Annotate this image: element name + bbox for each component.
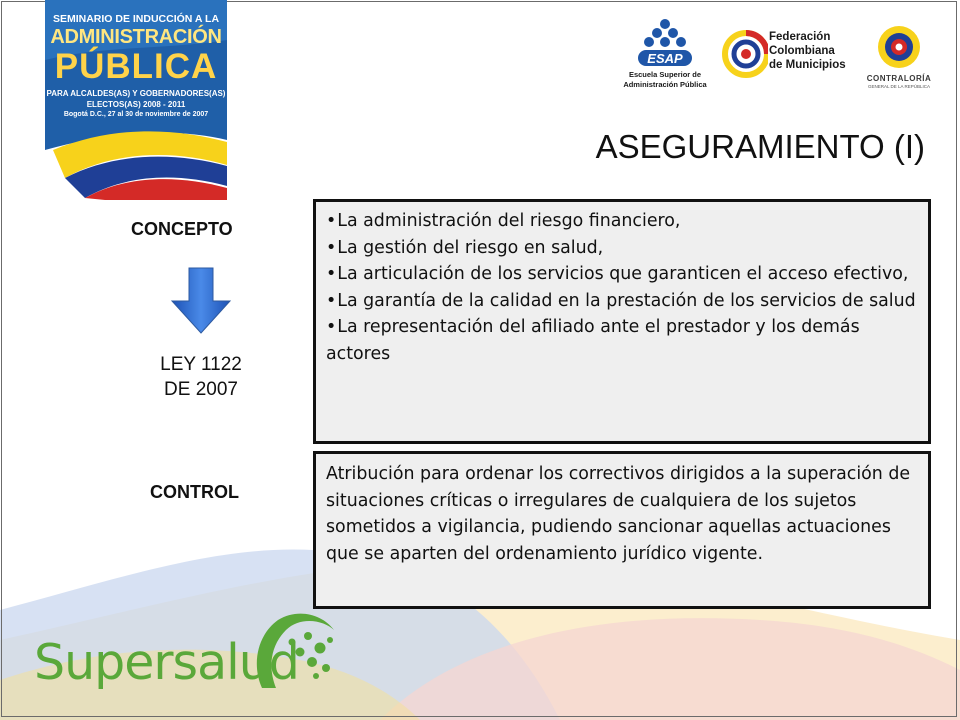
fcm-line-1: Federación	[769, 31, 831, 43]
fcm-line-2: Colombiana	[769, 45, 835, 57]
fcm-line-3: de Municipios	[769, 59, 846, 71]
supersalud-logo	[30, 606, 350, 706]
down-arrow-icon	[170, 267, 232, 335]
concepto-item: • La gestión del riesgo en salud,	[326, 235, 920, 262]
esap-mark: ESAP	[647, 51, 683, 66]
esap-pyramid-icon	[610, 18, 720, 70]
seminar-line-4: PARA ALCALDES(AS) Y GOBERNADORES(AS)	[46, 89, 226, 98]
esap-line-1: Escuela Superior de	[628, 70, 702, 79]
fcm-spiral-icon	[722, 24, 768, 82]
concepto-list	[326, 208, 920, 367]
seminar-badge-logo	[45, 0, 227, 200]
control-text: Atribución para ordenar los correctivos dirigidos a la superación de situaciones críticas o irregulares de cualquiera de los sujetos sometidos a vigilancia, pudiendo sancionar aquellas actuaciones que se aparten del ordenamiento jurídico vigente.	[326, 464, 911, 564]
concepto-item: • La garantía de la calidad en la prestación de los servicios de salud	[326, 288, 920, 315]
control-box	[313, 451, 931, 609]
supersalud-wordmark: Supersalud	[34, 634, 299, 691]
contraloria-logo	[855, 22, 943, 92]
contraloria-subtitle: GENERAL DE LA REPÚBLICA	[867, 84, 931, 89]
seminar-line-5: ELECTOS(AS) 2008 - 2011	[86, 100, 186, 109]
concepto-label: CONCEPTO	[131, 219, 233, 239]
concepto-item: • La representación del afiliado ante el prestador y los demás actores	[326, 314, 920, 367]
contraloria-emblem-icon	[855, 22, 943, 74]
fcm-logo	[722, 24, 852, 86]
page-title: ASEGURAMIENTO (I)	[595, 128, 925, 165]
ley-reference	[140, 352, 262, 402]
concepto-item: • La administración del riesgo financiero,	[326, 208, 920, 235]
seminar-line-6: Bogotá D.C., 27 al 30 de noviembre de 2007	[63, 111, 209, 118]
control-label: CONTROL	[150, 482, 239, 502]
ley-line-1: LEY 1122	[160, 354, 242, 375]
concepto-box	[313, 199, 931, 444]
esap-line-2: Administración Pública	[623, 80, 707, 89]
seminar-line-1: SEMINARIO DE INDUCCIÓN A LA	[52, 13, 220, 25]
seminar-line-3: PÚBLICA	[54, 47, 218, 86]
ley-line-2: DE 2007	[164, 379, 238, 400]
esap-logo	[610, 18, 720, 93]
contraloria-name: CONTRALORÍA	[866, 74, 932, 83]
concepto-item: • La articulación de los servicios que garanticen el acceso efectivo,	[326, 261, 920, 288]
seminar-line-2: ADMINISTRACIÓN	[50, 26, 222, 48]
